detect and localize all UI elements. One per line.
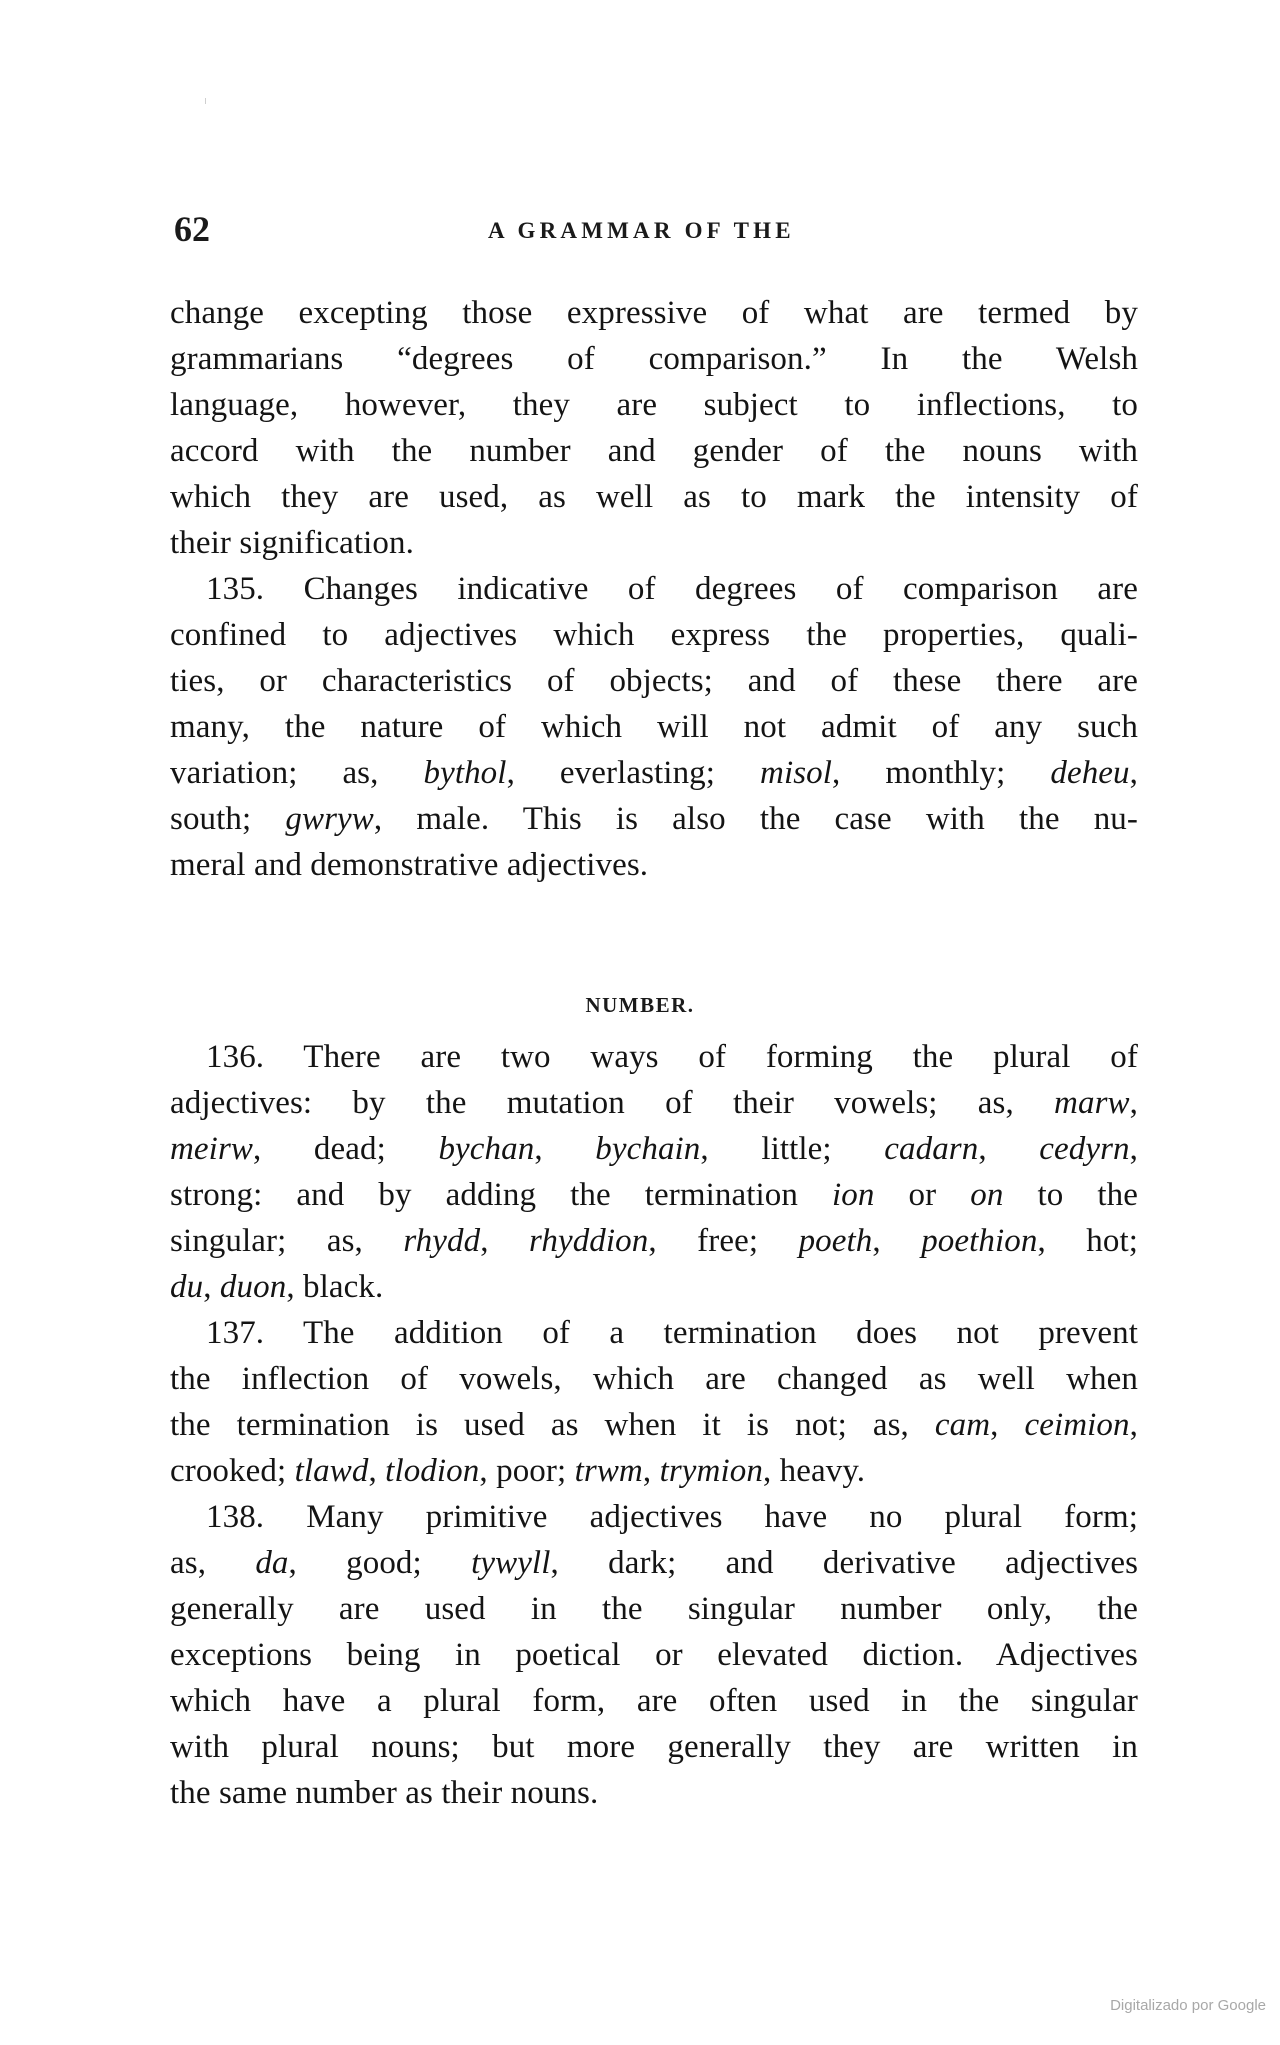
text-line <box>170 1356 1138 1402</box>
text-segment: or <box>874 1177 971 1213</box>
text-line <box>170 290 1138 336</box>
italic-welsh-term: rhydd <box>403 1223 481 1259</box>
text-segment: , heavy. <box>762 1453 866 1489</box>
text-segment: to the <box>1003 1177 1138 1213</box>
text-segment: singular; as, <box>170 1223 404 1259</box>
text-line <box>170 704 1138 750</box>
text-segment: , <box>978 1131 1040 1167</box>
text-segment: , <box>872 1223 922 1259</box>
italic-welsh-term: da <box>255 1545 289 1581</box>
text-segment: , <box>534 1131 596 1167</box>
text-line <box>206 1310 1138 1356</box>
text-line <box>170 1540 1138 1586</box>
text-segment: crooked; <box>170 1453 295 1489</box>
italic-welsh-term: meirw <box>170 1131 253 1167</box>
italic-welsh-term: tlawd <box>294 1453 369 1489</box>
text-line <box>170 1678 1138 1724</box>
section-heading-number: NUMBER. <box>585 993 695 1017</box>
text-segment: meral and demonstrative adjectives. <box>170 847 649 883</box>
text-line <box>170 658 1138 704</box>
text-segment: exceptions being in poetical or elevated diction. Adjectives <box>170 1637 1138 1673</box>
text-segment: , hot; <box>1037 1223 1139 1259</box>
text-segment: grammarians “degrees of comparison.” In the Welsh <box>170 341 1138 377</box>
italic-welsh-term: on <box>970 1177 1004 1213</box>
text-segment: 138. Many primitive adjectives have no plural form; <box>206 1499 1138 1535</box>
text-segment: the inflection of vowels, which are changed as well when <box>170 1361 1138 1397</box>
text-segment: south; <box>170 801 286 837</box>
text-line <box>170 1264 1138 1310</box>
text-segment: which they are used, as well as to mark the intensity of <box>170 479 1138 515</box>
text-line <box>170 474 1138 520</box>
text-segment: 135. Changes indicative of degrees of comparison are <box>206 571 1138 607</box>
text-segment: , monthly; <box>832 755 1051 791</box>
text-line <box>170 1402 1138 1448</box>
italic-welsh-term: marw <box>1054 1085 1130 1121</box>
text-segment: , <box>368 1453 386 1489</box>
italic-welsh-term: trymion <box>659 1453 763 1489</box>
text-segment: language, however, they are subject to inflections, to <box>170 387 1138 423</box>
text-segment: , little; <box>700 1131 885 1167</box>
text-segment: 136. There are two ways of forming the plural of <box>206 1039 1138 1075</box>
italic-welsh-term: bythol <box>423 755 507 791</box>
text-segment: their signification. <box>170 525 414 561</box>
text-segment: with plural nouns; but more generally they are written in <box>170 1729 1138 1765</box>
italic-welsh-term: cam <box>934 1407 991 1443</box>
running-head <box>170 207 1138 251</box>
italic-welsh-term: tlodion <box>385 1453 480 1489</box>
italic-welsh-term: rhyddion <box>529 1223 649 1259</box>
text-segment: , <box>642 1453 660 1489</box>
text-segment: , <box>1129 1131 1138 1167</box>
text-line <box>170 1770 1138 1816</box>
italic-welsh-term: deheu <box>1050 755 1130 791</box>
italic-welsh-term: trwm <box>574 1453 643 1489</box>
text-segment: many, the nature of which will not admit of any such <box>170 709 1138 745</box>
text-line <box>170 1586 1138 1632</box>
italic-welsh-term: cadarn <box>884 1131 979 1167</box>
text-line <box>170 1632 1138 1678</box>
running-title: A GRAMMAR OF THE <box>488 218 795 243</box>
text-segment: , <box>990 1407 1025 1443</box>
text-line <box>170 336 1138 382</box>
text-line <box>170 612 1138 658</box>
text-line <box>206 566 1138 612</box>
text-line <box>206 1494 1138 1540</box>
italic-welsh-term: duon <box>219 1269 287 1305</box>
italic-welsh-term: ceimion <box>1024 1407 1130 1443</box>
text-line <box>170 1080 1138 1126</box>
italic-welsh-term: du <box>170 1269 204 1305</box>
text-segment: the termination is used as when it is not; as, <box>170 1407 935 1443</box>
text-line <box>170 428 1138 474</box>
italic-welsh-term: cedyrn <box>1039 1131 1130 1167</box>
text-segment: strong: and by adding the termination <box>170 1177 832 1213</box>
scan-artifact <box>205 98 206 104</box>
text-line <box>170 1218 1138 1264</box>
text-segment: , <box>203 1269 220 1305</box>
italic-welsh-term: bychain <box>595 1131 701 1167</box>
text-segment: confined to adjectives which express the properties, quali- <box>170 617 1138 653</box>
text-segment: generally are used in the singular number only, the <box>170 1591 1138 1627</box>
text-segment: , <box>1129 1407 1138 1443</box>
text-segment: accord with the number and gender of the nouns with <box>170 433 1138 469</box>
text-line <box>170 1448 1138 1494</box>
text-segment: , everlasting; <box>506 755 761 791</box>
italic-welsh-term: poethion <box>921 1223 1038 1259</box>
text-segment: , free; <box>648 1223 799 1259</box>
text-segment: as, <box>170 1545 256 1581</box>
text-segment: change excepting those expressive of what are termed by <box>170 295 1138 331</box>
text-line <box>170 520 1138 566</box>
text-line <box>170 750 1138 796</box>
text-segment: adjectives: by the mutation of their vowels; as, <box>170 1085 1055 1121</box>
text-segment: , <box>480 1223 530 1259</box>
text-segment: , poor; <box>479 1453 575 1489</box>
text-segment: , dark; and derivative adjectives <box>550 1545 1139 1581</box>
text-segment: , <box>1129 1085 1138 1121</box>
italic-welsh-term: tywyll <box>471 1545 551 1581</box>
google-watermark: Digitalizado por Google <box>1110 1997 1266 2014</box>
text-line <box>206 1034 1138 1080</box>
text-segment: variation; as, <box>170 755 424 791</box>
text-segment: 137. The addition of a termination does not prevent <box>206 1315 1138 1351</box>
italic-welsh-term: bychan <box>438 1131 535 1167</box>
text-segment: , <box>1129 755 1138 791</box>
text-line <box>170 842 1138 888</box>
italic-welsh-term: poeth <box>798 1223 873 1259</box>
text-segment: ties, or characteristics of objects; and of these there are <box>170 663 1138 699</box>
text-line <box>170 1172 1138 1218</box>
italic-welsh-term: gwryw <box>285 801 374 837</box>
text-line <box>170 796 1138 842</box>
text-segment: the same number as their nouns. <box>170 1775 599 1811</box>
italic-welsh-term: misol <box>760 755 833 791</box>
text-segment: which have a plural form, are often used in the singular <box>170 1683 1138 1719</box>
text-segment: , male. This is also the case with the nu- <box>373 801 1138 837</box>
text-segment: , good; <box>288 1545 472 1581</box>
italic-welsh-term: ion <box>832 1177 875 1213</box>
text-segment: , dead; <box>253 1131 439 1167</box>
text-line <box>170 1126 1138 1172</box>
text-line <box>170 1724 1138 1770</box>
page-number: 62 <box>174 209 210 249</box>
text-segment: , black. <box>286 1269 384 1305</box>
text-line <box>170 382 1138 428</box>
